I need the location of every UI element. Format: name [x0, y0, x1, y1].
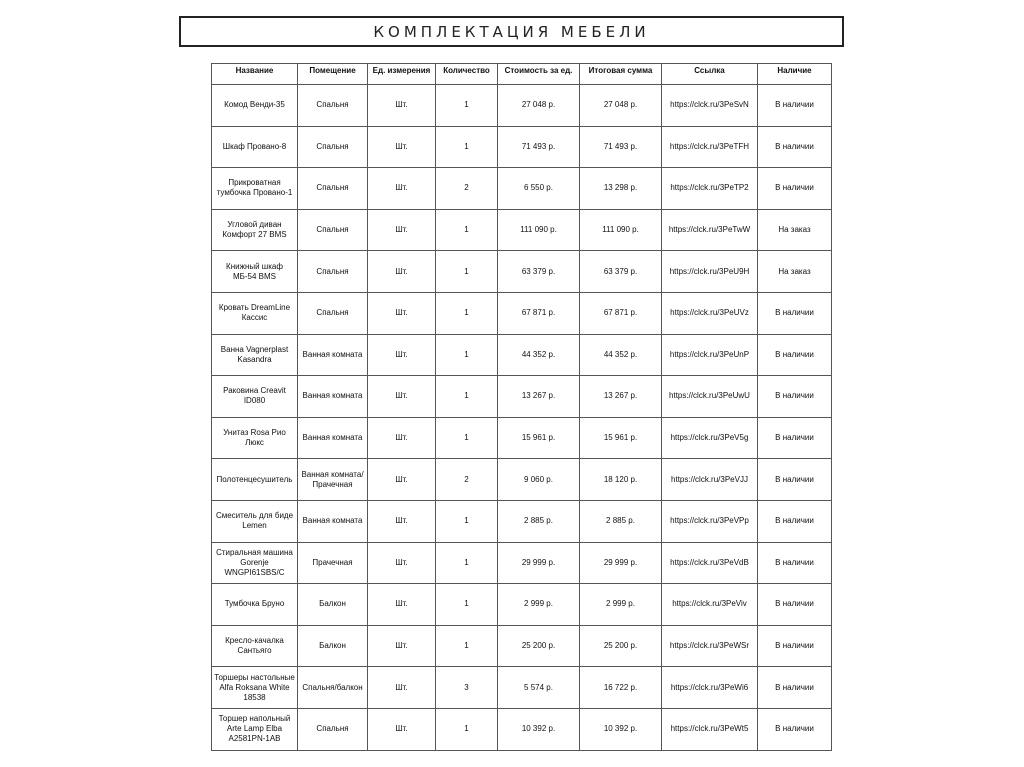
- cell-quantity: 1: [436, 417, 498, 459]
- table-row: [212, 334, 832, 376]
- cell-total: 2 999 р.: [580, 584, 662, 626]
- cell-unit-cost: 29 999 р.: [498, 542, 580, 584]
- cell-availability: В наличии: [758, 126, 832, 168]
- cell-availability: В наличии: [758, 708, 832, 750]
- cell-unit-cost: 5 574 р.: [498, 667, 580, 709]
- header-unit-cost: Стоимость за ед.: [498, 64, 580, 85]
- cell-link[interactable]: https://clck.ru/3PeWt5: [662, 708, 758, 750]
- cell-quantity: 1: [436, 708, 498, 750]
- cell-unit-cost: 111 090 р.: [498, 209, 580, 251]
- cell-unit-cost: 15 961 р.: [498, 417, 580, 459]
- cell-name: Смеситель для биде Lemen: [212, 500, 298, 542]
- cell-availability: В наличии: [758, 542, 832, 584]
- cell-unit: Шт.: [368, 417, 436, 459]
- cell-name: Кровать DreamLine Кассис: [212, 292, 298, 334]
- cell-link[interactable]: https://clck.ru/3PeUnP: [662, 334, 758, 376]
- cell-unit: Шт.: [368, 334, 436, 376]
- cell-link[interactable]: https://clck.ru/3PeSvN: [662, 85, 758, 127]
- cell-name: Полотенцесушитель: [212, 459, 298, 501]
- cell-link[interactable]: https://clck.ru/3PeTP2: [662, 168, 758, 210]
- cell-total: 25 200 р.: [580, 625, 662, 667]
- cell-unit: Шт.: [368, 126, 436, 168]
- cell-unit: Шт.: [368, 376, 436, 418]
- table-row: [212, 209, 832, 251]
- cell-total: 27 048 р.: [580, 85, 662, 127]
- cell-unit: Шт.: [368, 251, 436, 293]
- cell-unit-cost: 27 048 р.: [498, 85, 580, 127]
- cell-availability: В наличии: [758, 85, 832, 127]
- cell-availability: В наличии: [758, 334, 832, 376]
- table-row: [212, 292, 832, 334]
- cell-name: Ванна Vagnerplast Kasandra: [212, 334, 298, 376]
- cell-room: Ванная комната: [298, 334, 368, 376]
- cell-total: 16 722 р.: [580, 667, 662, 709]
- cell-link[interactable]: https://clck.ru/3PeUVz: [662, 292, 758, 334]
- cell-room: Спальня: [298, 126, 368, 168]
- header-quantity: Количество: [436, 64, 498, 85]
- cell-name: Комод Венди-35: [212, 85, 298, 127]
- cell-link[interactable]: https://clck.ru/3PeU9H: [662, 251, 758, 293]
- cell-room: Ванная комната: [298, 500, 368, 542]
- cell-quantity: 1: [436, 500, 498, 542]
- cell-availability: На заказ: [758, 209, 832, 251]
- page-title: КОМПЛЕКТАЦИЯ МЕБЕЛИ: [373, 22, 650, 41]
- cell-link[interactable]: https://clck.ru/3PeVPp: [662, 500, 758, 542]
- cell-availability: В наличии: [758, 667, 832, 709]
- table-row: [212, 85, 832, 127]
- cell-name: Угловой диван Комфорт 27 BMS: [212, 209, 298, 251]
- cell-name: Прикроватная тумбочка Провано-1: [212, 168, 298, 210]
- cell-name: Торшер напольный Arte Lamp Elba A2581PN-1AB: [212, 708, 298, 750]
- cell-link[interactable]: https://clck.ru/3PeV5g: [662, 417, 758, 459]
- cell-availability: На заказ: [758, 251, 832, 293]
- cell-room: Спальня: [298, 85, 368, 127]
- table-row: [212, 542, 832, 584]
- cell-unit-cost: 63 379 р.: [498, 251, 580, 293]
- header-name: Название: [212, 64, 298, 85]
- furniture-table: [211, 63, 832, 751]
- cell-link[interactable]: https://clck.ru/3PeVdB: [662, 542, 758, 584]
- cell-unit-cost: 9 060 р.: [498, 459, 580, 501]
- cell-unit: Шт.: [368, 292, 436, 334]
- cell-link[interactable]: https://clck.ru/3PeWSr: [662, 625, 758, 667]
- header-total: Итоговая сумма: [580, 64, 662, 85]
- cell-name: Кресло-качалка Сантьяго: [212, 625, 298, 667]
- cell-link[interactable]: https://clck.ru/3PeTFH: [662, 126, 758, 168]
- cell-unit-cost: 6 550 р.: [498, 168, 580, 210]
- cell-room: Спальня: [298, 209, 368, 251]
- cell-total: 13 267 р.: [580, 376, 662, 418]
- cell-total: 13 298 р.: [580, 168, 662, 210]
- cell-quantity: 1: [436, 376, 498, 418]
- header-availability: Наличие: [758, 64, 832, 85]
- table-row: [212, 168, 832, 210]
- cell-availability: В наличии: [758, 625, 832, 667]
- table-row: [212, 625, 832, 667]
- cell-total: 63 379 р.: [580, 251, 662, 293]
- cell-quantity: 1: [436, 584, 498, 626]
- cell-quantity: 1: [436, 209, 498, 251]
- cell-unit: Шт.: [368, 625, 436, 667]
- cell-link[interactable]: https://clck.ru/3PeWi6: [662, 667, 758, 709]
- cell-quantity: 2: [436, 168, 498, 210]
- cell-quantity: 1: [436, 542, 498, 584]
- cell-availability: В наличии: [758, 417, 832, 459]
- cell-name: Книжный шкаф МБ-54 BMS: [212, 251, 298, 293]
- cell-room: Спальня: [298, 292, 368, 334]
- cell-availability: В наличии: [758, 292, 832, 334]
- cell-unit: Шт.: [368, 168, 436, 210]
- cell-unit: Шт.: [368, 85, 436, 127]
- cell-link[interactable]: https://clck.ru/3PeVJJ: [662, 459, 758, 501]
- cell-availability: В наличии: [758, 376, 832, 418]
- cell-room: Балкон: [298, 625, 368, 667]
- cell-unit: Шт.: [368, 500, 436, 542]
- cell-total: 18 120 р.: [580, 459, 662, 501]
- cell-total: 44 352 р.: [580, 334, 662, 376]
- cell-room: Прачечная: [298, 542, 368, 584]
- cell-unit-cost: 10 392 р.: [498, 708, 580, 750]
- cell-availability: В наличии: [758, 459, 832, 501]
- cell-unit: Шт.: [368, 542, 436, 584]
- cell-room: Ванная комната/Прачечная: [298, 459, 368, 501]
- cell-total: 15 961 р.: [580, 417, 662, 459]
- cell-unit-cost: 13 267 р.: [498, 376, 580, 418]
- cell-unit: Шт.: [368, 667, 436, 709]
- cell-unit-cost: 2 999 р.: [498, 584, 580, 626]
- cell-name: Унитаз Rosa Рио Люкс: [212, 417, 298, 459]
- table-row: [212, 459, 832, 501]
- cell-room: Спальня/балкон: [298, 667, 368, 709]
- header-link: Ссылка: [662, 64, 758, 85]
- cell-quantity: 1: [436, 251, 498, 293]
- table-row: [212, 376, 832, 418]
- cell-unit: Шт.: [368, 209, 436, 251]
- cell-total: 67 871 р.: [580, 292, 662, 334]
- cell-quantity: 1: [436, 292, 498, 334]
- cell-room: Балкон: [298, 584, 368, 626]
- table-row: [212, 667, 832, 709]
- cell-unit-cost: 2 885 р.: [498, 500, 580, 542]
- cell-name: Стиральная машина Gorenje WNGPI61SBS/C: [212, 542, 298, 584]
- cell-total: 29 999 р.: [580, 542, 662, 584]
- cell-unit-cost: 67 871 р.: [498, 292, 580, 334]
- cell-room: Ванная комната: [298, 376, 368, 418]
- cell-availability: В наличии: [758, 584, 832, 626]
- cell-unit: Шт.: [368, 584, 436, 626]
- cell-total: 111 090 р.: [580, 209, 662, 251]
- table-row: [212, 500, 832, 542]
- cell-quantity: 2: [436, 459, 498, 501]
- cell-room: Ванная комната: [298, 417, 368, 459]
- cell-availability: В наличии: [758, 168, 832, 210]
- cell-room: Спальня: [298, 708, 368, 750]
- cell-total: 71 493 р.: [580, 126, 662, 168]
- cell-total: 2 885 р.: [580, 500, 662, 542]
- cell-name: Торшеры настольные Alfa Roksana White 18538: [212, 667, 298, 709]
- cell-room: Спальня: [298, 251, 368, 293]
- cell-link[interactable]: https://clck.ru/3PeViv: [662, 584, 758, 626]
- cell-unit-cost: 44 352 р.: [498, 334, 580, 376]
- table-row: [212, 584, 832, 626]
- table-header-row: [212, 64, 832, 85]
- cell-quantity: 1: [436, 334, 498, 376]
- cell-quantity: 3: [436, 667, 498, 709]
- cell-name: Тумбочка Бруно: [212, 584, 298, 626]
- table-row: [212, 417, 832, 459]
- cell-name: Шкаф Провано-8: [212, 126, 298, 168]
- cell-name: Раковина Creavit ID080: [212, 376, 298, 418]
- table-row: [212, 708, 832, 750]
- cell-link[interactable]: https://clck.ru/3PeUwU: [662, 376, 758, 418]
- table-row: [212, 251, 832, 293]
- cell-availability: В наличии: [758, 500, 832, 542]
- cell-unit-cost: 71 493 р.: [498, 126, 580, 168]
- cell-room: Спальня: [298, 168, 368, 210]
- table-row: [212, 126, 832, 168]
- cell-unit: Шт.: [368, 708, 436, 750]
- cell-quantity: 1: [436, 625, 498, 667]
- cell-quantity: 1: [436, 85, 498, 127]
- cell-link[interactable]: https://clck.ru/3PeTwW: [662, 209, 758, 251]
- cell-total: 10 392 р.: [580, 708, 662, 750]
- cell-unit-cost: 25 200 р.: [498, 625, 580, 667]
- page-title-box: [179, 16, 844, 47]
- header-room: Помещение: [298, 64, 368, 85]
- header-unit: Ед. измерения: [368, 64, 436, 85]
- cell-quantity: 1: [436, 126, 498, 168]
- cell-unit: Шт.: [368, 459, 436, 501]
